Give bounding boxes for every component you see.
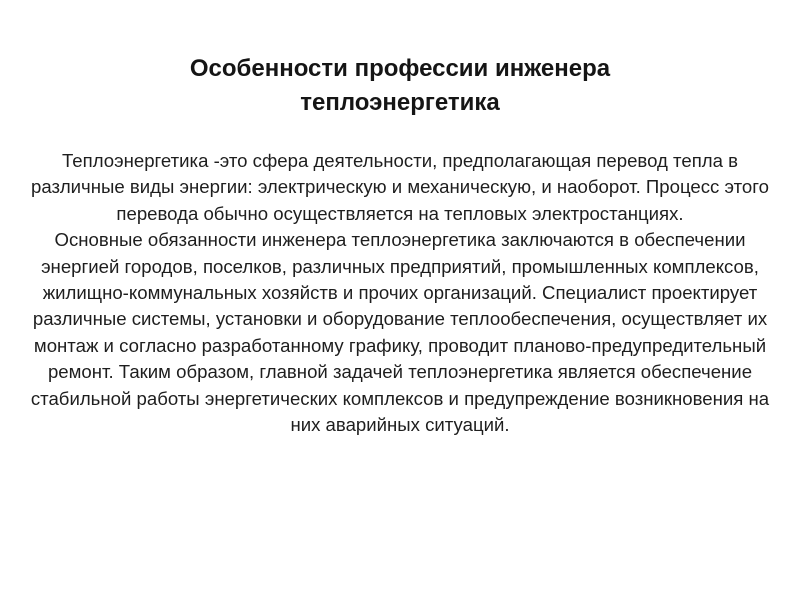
slide-body (30, 148, 770, 438)
slide-title-line-2: теплоэнергетика (300, 89, 500, 116)
body-paragraph-2: Основные обязанности инженера теплоэнергетика заключаются в обеспечении энергией городов, поселков, различных предприятий, промышленных комплексов, жилищно-коммунальных хозяйств и прочих организаций. Специалист проектирует различные системы, установки и оборудование теплообеспечения, осуществляет их монтаж и согласно разработанному графику, проводит планово-предупредительный ремонт. Таким образом, главной задачей теплоэнергетика является обеспечение стабильной работы энергетических комплексов и предупреждение возникновения на них аварийных ситуаций. (30, 229, 770, 436)
slide-title-line-1: Особенности профессии инженера (189, 55, 611, 82)
slide-title (50, 52, 750, 120)
body-paragraph-1: Теплоэнергетика -это сфера деятельности, предполагающая перевод тепла в различные виды энергии: электрическую и механическую, и наоборот. Процесс этого перевода обычно осуществляется на тепловых электростанциях. (31, 150, 769, 224)
